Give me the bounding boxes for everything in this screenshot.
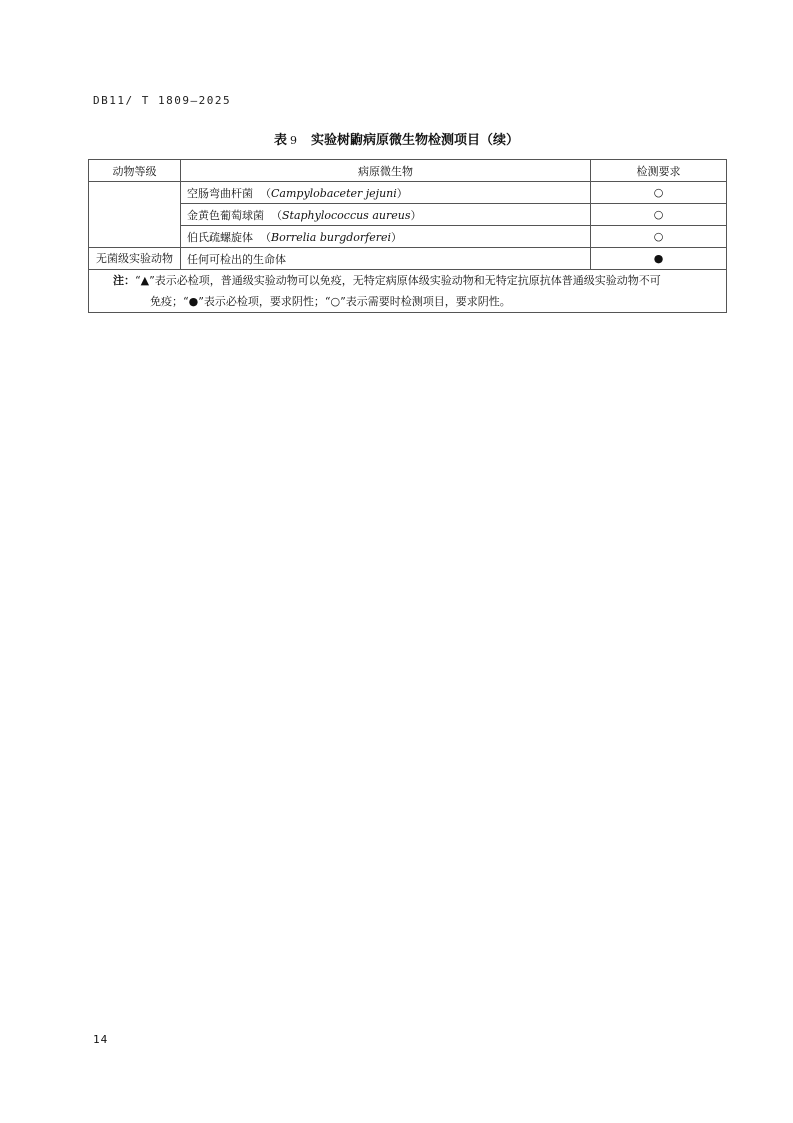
pathogen-table <box>88 159 727 313</box>
requirement-cell: ○ <box>591 204 727 226</box>
pathogen-cn: 伯氏疏螺旋体 <box>187 230 253 244</box>
caption-title: 实验树鼩病原微生物检测项目（续） <box>311 133 520 148</box>
pathogen-cell: 金黄色葡萄球菌 （Staphylococcus aureus） <box>181 204 591 226</box>
note-line-2: 免疫；“●”表示必检项，要求阴性；“○”表示需要时检测项目，要求阴性。 <box>150 295 511 308</box>
table-header-row <box>89 160 727 182</box>
table-row <box>89 182 727 204</box>
note-line-1 <box>95 270 720 291</box>
caption-prefix: 表 <box>273 133 287 148</box>
pathogen-cell: 任何可检出的生命体 <box>181 248 591 270</box>
level-cell-continued <box>89 182 181 248</box>
requirement-cell: ○ <box>591 226 727 248</box>
pathogen-cn: 金黄色葡萄球菌 <box>187 208 264 222</box>
pathogen-latin: Campylobaceter jejuni <box>271 186 397 200</box>
pathogen-cell: 空肠弯曲杆菌 （Campylobaceter jejuni） <box>181 182 591 204</box>
column-header-pathogen: 病原微生物 <box>181 160 591 182</box>
pathogen-latin: Staphylococcus aureus <box>282 208 411 222</box>
table-note-row <box>89 270 727 313</box>
note-text-1: “▲”表示必检项，普通级实验动物可以免疫，无特定病原体级实验动物和无特定抗原抗体普通级实验动物不可 <box>135 274 661 287</box>
requirement-cell: ● <box>591 248 727 270</box>
page-number: 14 <box>93 1033 109 1046</box>
pathogen-cell: 伯氏疏螺旋体 （Borrelia burgdorferei） <box>181 226 591 248</box>
pathogen-cn: 空肠弯曲杆菌 <box>187 186 253 200</box>
pathogen-latin: Borrelia burgdorferei <box>271 230 392 244</box>
level-cell: 无菌级实验动物 <box>89 248 181 270</box>
table-caption <box>0 129 793 148</box>
column-header-requirement: 检测要求 <box>591 160 727 182</box>
table-row <box>89 226 727 248</box>
requirement-cell: ○ <box>591 182 727 204</box>
caption-number: 9 <box>290 134 297 147</box>
table-row <box>89 204 727 226</box>
table-row <box>89 248 727 270</box>
column-header-level: 动物等级 <box>89 160 181 182</box>
standard-number-header: DB11/ T 1809—2025 <box>93 94 232 107</box>
table-note <box>89 270 727 313</box>
note-label: 注： <box>113 274 135 287</box>
